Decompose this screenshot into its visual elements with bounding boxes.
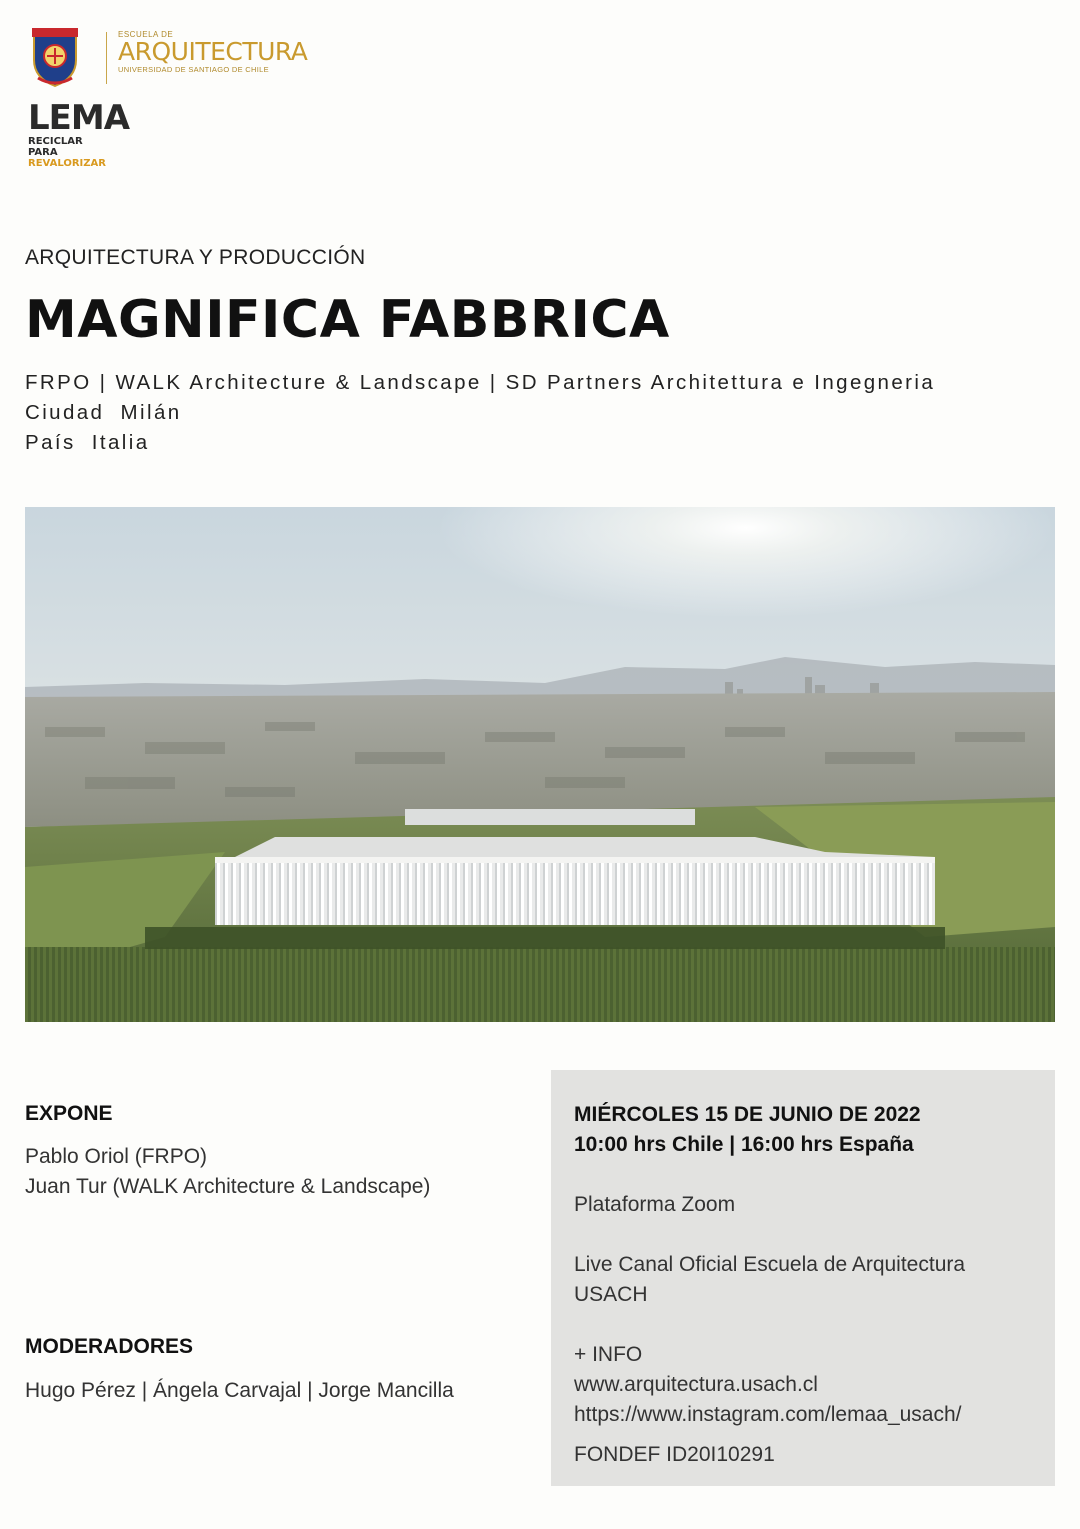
- project-city: Ciudad Milán: [25, 401, 182, 424]
- live-line-1: Live Canal Oficial Escuela de Arquitectura: [574, 1253, 966, 1276]
- speaker-item: Juan Tur (WALK Architecture & Landscape): [25, 1175, 431, 1198]
- speaker-item: Pablo Oriol (FRPO): [25, 1145, 208, 1168]
- live-line-2: USACH: [574, 1283, 648, 1306]
- lema-logo: [28, 98, 130, 182]
- moderator-names: Hugo Pérez | Ángela Carvajal | Jorge Mancilla: [25, 1379, 454, 1402]
- lema-line-2: PARA: [28, 147, 58, 158]
- school-big-label: ARQUITECTURA: [118, 37, 308, 66]
- event-platform: Plataforma Zoom: [574, 1193, 736, 1216]
- expone-label: EXPONE: [25, 1102, 113, 1125]
- event-time: 10:00 hrs Chile | 16:00 hrs España: [574, 1133, 914, 1156]
- logo-divider: [106, 32, 107, 84]
- website-link[interactable]: www.arquitectura.usach.cl: [574, 1373, 818, 1396]
- aerial-render-image: [25, 507, 1055, 1022]
- event-title: MAGNIFICA FABBRICA: [25, 290, 670, 350]
- lema-line-1: RECICLAR: [28, 136, 83, 147]
- instagram-link[interactable]: https://www.instagram.com/lemaa_usach/: [574, 1403, 962, 1426]
- school-small-label: ESCUELA DE: [118, 30, 174, 39]
- moderadores-label: MODERADORES: [25, 1335, 194, 1358]
- event-live: [574, 1250, 965, 1310]
- project-meta: [25, 368, 935, 458]
- more-info-label: + INFO: [574, 1343, 643, 1366]
- event-date: MIÉRCOLES 15 DE JUNIO DE 2022: [574, 1103, 921, 1126]
- project-authors: FRPO | WALK Architecture & Landscape | SD Partners Architettura e Ingegneria: [25, 371, 936, 394]
- fondef-id: FONDEF ID20I10291: [574, 1443, 775, 1466]
- lema-line-3: REVALORIZAR: [28, 158, 106, 169]
- lema-word: LEMA: [28, 98, 130, 138]
- school-name: [118, 30, 307, 74]
- university-crest-icon: [28, 26, 82, 88]
- more-info: [574, 1340, 962, 1430]
- event-info-box: [551, 1070, 1055, 1486]
- speaker-list: [25, 1142, 430, 1202]
- usach-architecture-logo: [28, 26, 308, 90]
- event-kicker: ARQUITECTURA Y PRODUCCIÓN: [25, 246, 366, 269]
- project-country: País Italia: [25, 431, 150, 454]
- event-datetime: [574, 1100, 921, 1160]
- school-sub-label: UNIVERSIDAD DE SANTIAGO DE CHILE: [118, 65, 269, 74]
